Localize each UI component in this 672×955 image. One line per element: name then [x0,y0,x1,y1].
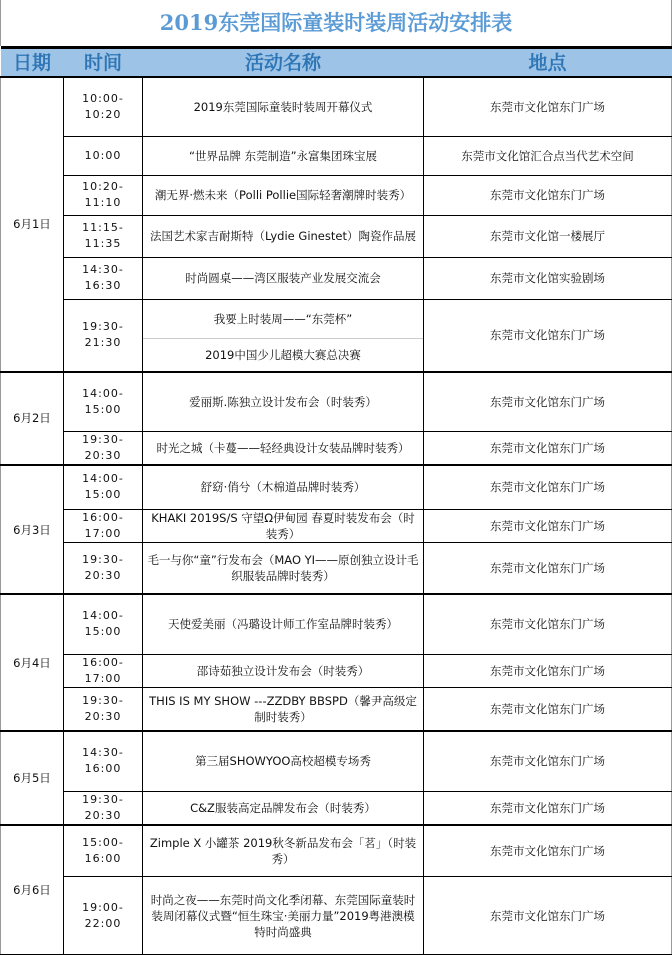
activity-cell: 毛一与你“童”行发布会（MAO YI——原创独立设计毛织服装品牌时装秀） [143,542,424,594]
header-time: 时间 [64,48,143,78]
activity-cell: 时尚圆桌——湾区服装产业发展交流会 [143,257,424,299]
time-cell: 16:00-17:00 [64,509,143,542]
date-cell: 6月3日 [1,465,64,594]
date-cell: 6月6日 [1,825,64,955]
table-row [1,654,672,687]
date-cell: 6月4日 [1,594,64,731]
time-cell: 15:00-16:00 [64,825,143,877]
time-cell: 19:30-20:30 [64,791,143,825]
activity-cell [143,299,424,372]
table-row [1,432,672,466]
header-date: 日期 [1,48,64,78]
table-row [1,77,672,136]
time-cell: 19:30-21:30 [64,299,143,372]
table-row [1,509,672,542]
schedule-table [0,46,672,955]
time-cell: 10:00-10:20 [64,77,143,136]
activity-cell: 2019东莞国际童装时装周开幕仪式 [143,77,424,136]
table-row [1,299,672,372]
location-cell: 东莞市文化馆东门广场 [424,175,672,215]
location-cell: 东莞市文化馆东门广场 [424,594,672,654]
activity-name-line-2: 2019中国少儿超模大赛总决赛 [143,338,423,371]
location-cell: 东莞市文化馆东门广场 [424,791,672,825]
time-cell: 14:00-15:00 [64,594,143,654]
location-cell: 东莞市文化馆东门广场 [424,299,672,372]
time-cell: 10:00 [64,136,143,175]
page-title: 2019东莞国际童装时装周活动安排表 [0,0,672,46]
time-cell: 14:00-15:00 [64,372,143,432]
activity-cell: THIS IS MY SHOW ---ZZDBY BBSPD（馨尹高级定制时装秀） [143,687,424,731]
table-row [1,791,672,825]
location-cell: 东莞市文化馆东门广场 [424,432,672,466]
activity-cell: 邵诗茹独立设计发布会（时装秀） [143,654,424,687]
activity-name-line-1: 我要上时装周——“东莞杯” [213,311,353,326]
table-row [1,687,672,731]
location-cell: 东莞市文化馆东门广场 [424,825,672,877]
time-cell: 14:30-16:30 [64,257,143,299]
location-cell: 东莞市文化馆东门广场 [424,509,672,542]
date-cell: 6月1日 [1,77,64,372]
table-row [1,372,672,432]
location-cell: 东莞市文化馆东门广场 [424,731,672,791]
date-cell: 6月5日 [1,731,64,825]
table-row [1,136,672,175]
location-cell: 东莞市文化馆实验剧场 [424,257,672,299]
activity-cell: “世界品牌 东莞制造”永富集团珠宝展 [143,136,424,175]
activity-cell: 爱丽斯.陈独立设计发布会（时装秀） [143,372,424,432]
table-row [1,877,672,955]
time-cell: 19:00-22:00 [64,877,143,955]
time-cell: 19:30-20:30 [64,687,143,731]
activity-cell: 时光之城（卡蔓——轻经典设计女装品牌时装秀） [143,432,424,466]
table-row [1,825,672,877]
location-cell: 东莞市文化馆东门广场 [424,77,672,136]
location-cell: 东莞市文化馆东门广场 [424,654,672,687]
time-cell: 16:00-17:00 [64,654,143,687]
location-cell: 东莞市文化馆东门广场 [424,465,672,509]
activity-cell: C&Z服装高定品牌发布会（时装秀） [143,791,424,825]
time-cell: 19:30-20:30 [64,542,143,594]
table-row [1,175,672,215]
activity-cell: 舒窈·俏兮（木棉道品牌时装秀） [143,465,424,509]
location-cell: 东莞市文化馆东门广场 [424,877,672,955]
table-row [1,465,672,509]
time-cell: 11:15-11:35 [64,215,143,257]
table-row [1,215,672,257]
activity-cell: 时尚之夜——东莞时尚文化季闭幕、东莞国际童装时装周闭幕仪式暨“恒生珠宝·美丽力量”2019粤港澳模特时尚盛典 [143,877,424,955]
activity-cell: 第三届SHOWYOO高校超模专场秀 [143,731,424,791]
location-cell: 东莞市文化馆东门广场 [424,372,672,432]
time-cell: 14:30-16:00 [64,731,143,791]
time-cell: 19:30-20:30 [64,432,143,466]
activity-cell: 法国艺术家吉耐斯特（Lydie Ginestet）陶瓷作品展 [143,215,424,257]
activity-cell: KHAKI 2019S/S 守望Ω伊甸园 春夏时装发布会（时装秀） [143,509,424,542]
table-row [1,542,672,594]
location-cell: 东莞市文化馆东门广场 [424,542,672,594]
table-row [1,594,672,654]
activity-cell: 潮无界·燃未来（Polli Pollie国际轻奢潮牌时装秀） [143,175,424,215]
activity-cell: 天使爱美丽（冯璐设计师工作室品牌时装秀） [143,594,424,654]
location-cell: 东莞市文化馆一楼展厅 [424,215,672,257]
date-cell: 6月2日 [1,372,64,466]
time-cell: 14:00-15:00 [64,465,143,509]
location-cell: 东莞市文化馆东门广场 [424,687,672,731]
activity-cell: Zimple X 小罐茶 2019秋冬新品发布会「茗」（时装秀） [143,825,424,877]
header-activity-name: 活动名称 [143,48,424,78]
table-row [1,257,672,299]
table-row [1,731,672,791]
time-cell: 10:20-11:10 [64,175,143,215]
header-row [1,48,672,78]
header-location: 地点 [424,48,672,78]
location-cell: 东莞市文化馆汇合点当代艺术空间 [424,136,672,175]
